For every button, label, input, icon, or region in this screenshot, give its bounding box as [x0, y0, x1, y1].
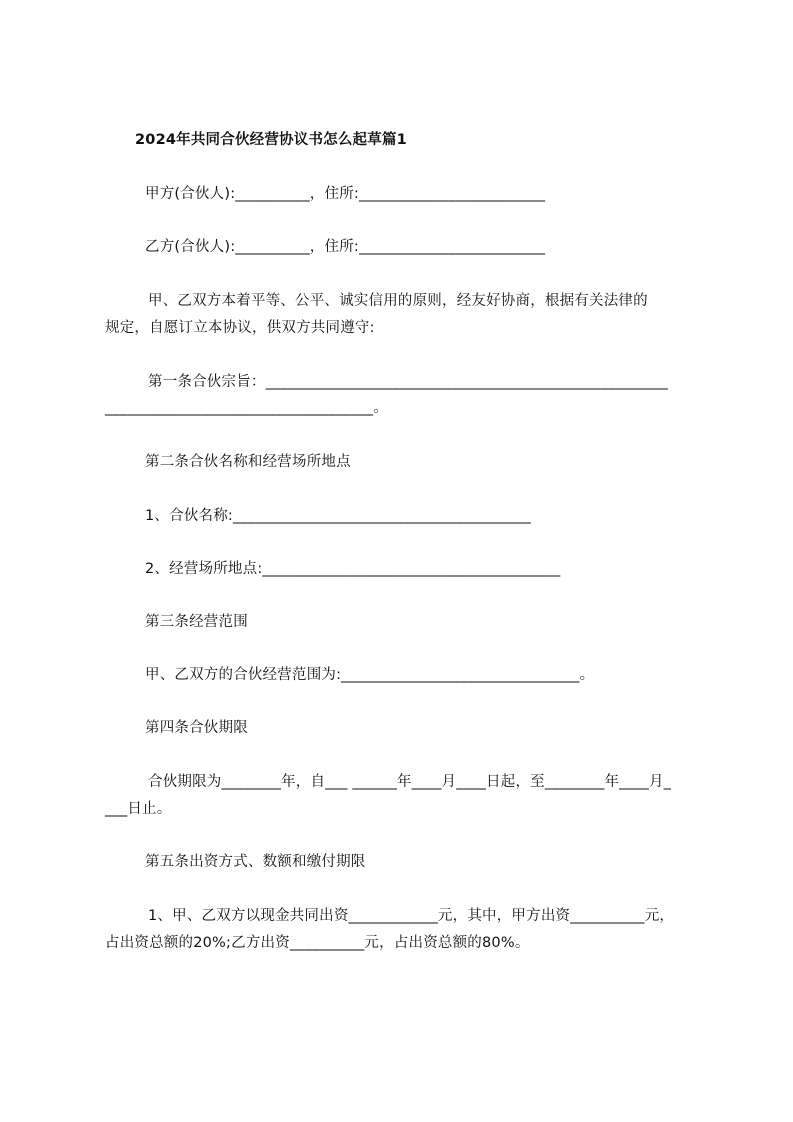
article-1-line-1: 第一条合伙宗旨：______________________________________________________	[148, 374, 668, 390]
article-5-line-2: 占出资总额的20%;乙方出资__________元，占出资总额的80%。	[105, 935, 530, 951]
article-4-line-1: 合伙期限为________年，自___ ______年____月____日起，至________年____月_	[148, 774, 672, 790]
preamble-line-1: 甲、乙双方本着平等、公平、诚实信用的原则，经友好协商，根据有关法律的	[148, 293, 648, 309]
article-2-item-1: 1、合伙名称:________________________________________	[145, 508, 532, 524]
preamble-line-2: 规定，自愿订立本协议，供双方共同遵守:	[105, 320, 375, 336]
article-3-title: 第三条经营范围	[145, 614, 248, 630]
article-5-line-1: 1、甲、乙双方以现金共同出资____________元，其中，甲方出资__________元，	[148, 908, 675, 924]
article-2-title: 第二条合伙名称和经营场所地点	[145, 454, 351, 470]
article-2-item-2: 2、经营场所地点:________________________________________	[145, 561, 561, 577]
party-a-line: 甲方(合伙人):__________，住所:_________________________	[145, 186, 546, 202]
document-title: 2024年共同合伙经营协议书怎么起草篇1	[135, 132, 407, 148]
article-4-line-2: ___日止。	[105, 801, 172, 817]
article-3-text: 甲、乙双方的合伙经营范围为:________________________________。	[145, 667, 595, 683]
article-1-line-2: ____________________________________。	[105, 400, 388, 416]
article-5-title: 第五条出资方式、数额和缴付期限	[145, 854, 366, 870]
party-b-line: 乙方(合伙人):__________，住所:_________________________	[145, 239, 546, 255]
article-4-title: 第四条合伙期限	[145, 720, 248, 736]
